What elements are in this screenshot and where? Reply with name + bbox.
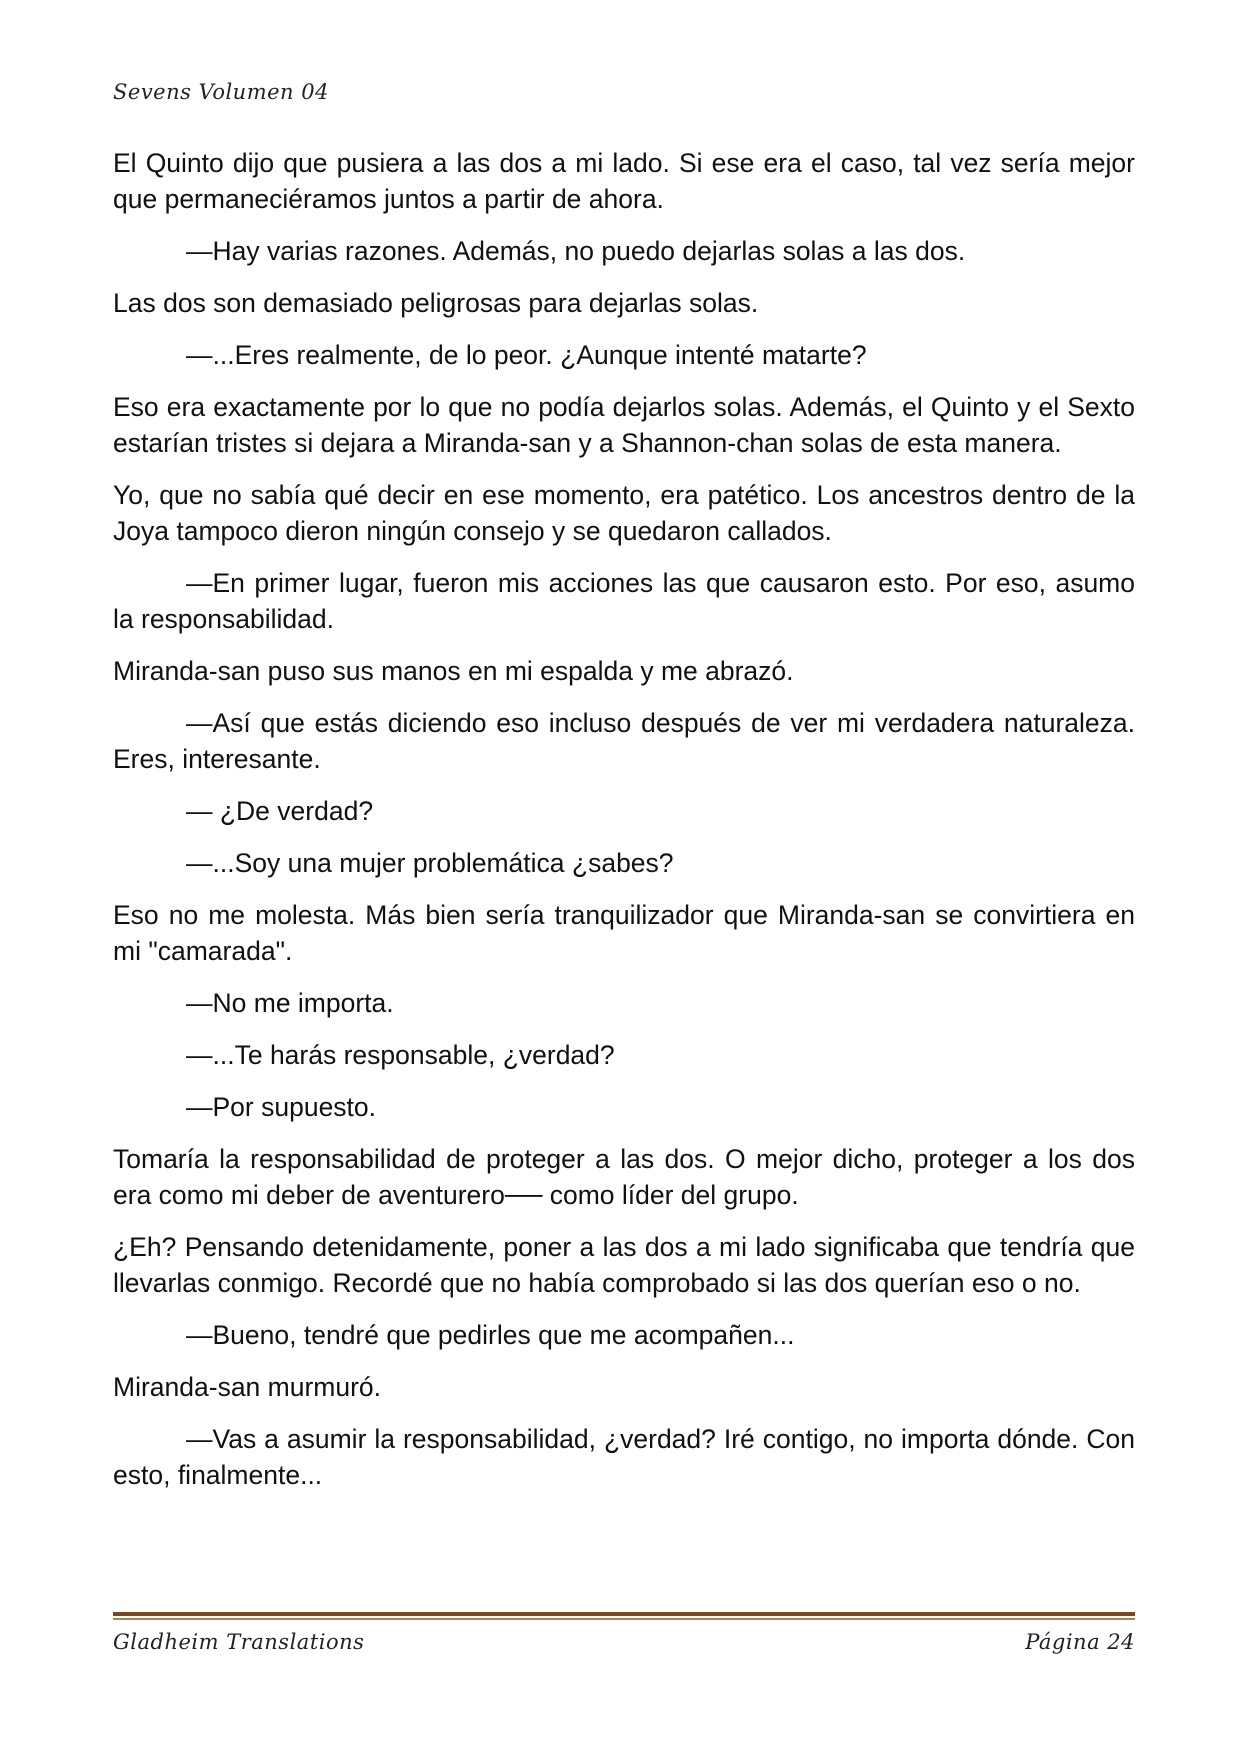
- running-header: Sevens Volumen 04: [113, 80, 329, 104]
- paragraph: —...Te harás responsable, ¿verdad?: [186, 1040, 615, 1070]
- paragraph: —...Eres realmente, de lo peor. ¿Aunque intenté matarte?: [186, 340, 867, 370]
- footer-credit: Gladheim Translations: [113, 1630, 365, 1654]
- paragraph: —Bueno, tendré que pedirles que me acompañen...: [186, 1320, 795, 1350]
- paragraph: —Así que estás diciendo eso incluso después de ver mi verdadera naturaleza. Eres, interesante.: [113, 708, 1135, 774]
- paragraph: Miranda-san murmuró.: [113, 1372, 382, 1402]
- paragraph: El Quinto dijo que pusiera a las dos a mi lado. Si ese era el caso, tal vez sería mejor que permaneciéramos juntos a partir de ahora.: [113, 148, 1135, 214]
- paragraph: —En primer lugar, fueron mis acciones las que causaron esto. Por eso, asumo la responsabilidad.: [113, 568, 1135, 634]
- page-number: Página 24: [1025, 1630, 1135, 1654]
- paragraph: —Por supuesto.: [186, 1092, 377, 1122]
- paragraph: Yo, que no sabía qué decir en ese momento, era patético. Los ancestros dentro de la Joya tampoco dieron ningún consejo y se quedaron callados.: [113, 480, 1135, 546]
- paragraph: —Vas a asumir la responsabilidad, ¿verdad? Iré contigo, no importa dónde. Con esto, finalmente...: [113, 1424, 1135, 1490]
- paragraph: —Hay varias razones. Además, no puedo dejarlas solas a las dos.: [186, 236, 966, 266]
- body-text: [113, 145, 1135, 1509]
- paragraph: ¿Eh? Pensando detenidamente, poner a las dos a mi lado significaba que tendría que llevarlas conmigo. Recordé que no había comprobado si las dos querían eso o no.: [113, 1232, 1135, 1298]
- paragraph: Tomaría la responsabilidad de proteger a las dos. O mejor dicho, proteger a los dos era como mi deber de aventurero── como líder del grupo.: [113, 1144, 1135, 1210]
- paragraph: —No me importa.: [186, 988, 394, 1018]
- paragraph: —...Soy una mujer problemática ¿sabes?: [186, 848, 674, 878]
- footer-divider-thin: [113, 1618, 1135, 1620]
- paragraph: Miranda-san puso sus manos en mi espalda y me abrazó.: [113, 656, 794, 686]
- paragraph: Las dos son demasiado peligrosas para dejarlas solas.: [113, 288, 759, 318]
- paragraph: — ¿De verdad?: [186, 796, 374, 826]
- paragraph: Eso no me molesta. Más bien sería tranquilizador que Miranda-san se convirtiera en mi "camarada".: [113, 900, 1135, 966]
- footer-divider: [113, 1612, 1135, 1620]
- paragraph: Eso era exactamente por lo que no podía dejarlos solas. Además, el Quinto y el Sexto estarían tristes si dejara a Miranda-san y a Shannon-chan solas de esta manera.: [113, 392, 1135, 458]
